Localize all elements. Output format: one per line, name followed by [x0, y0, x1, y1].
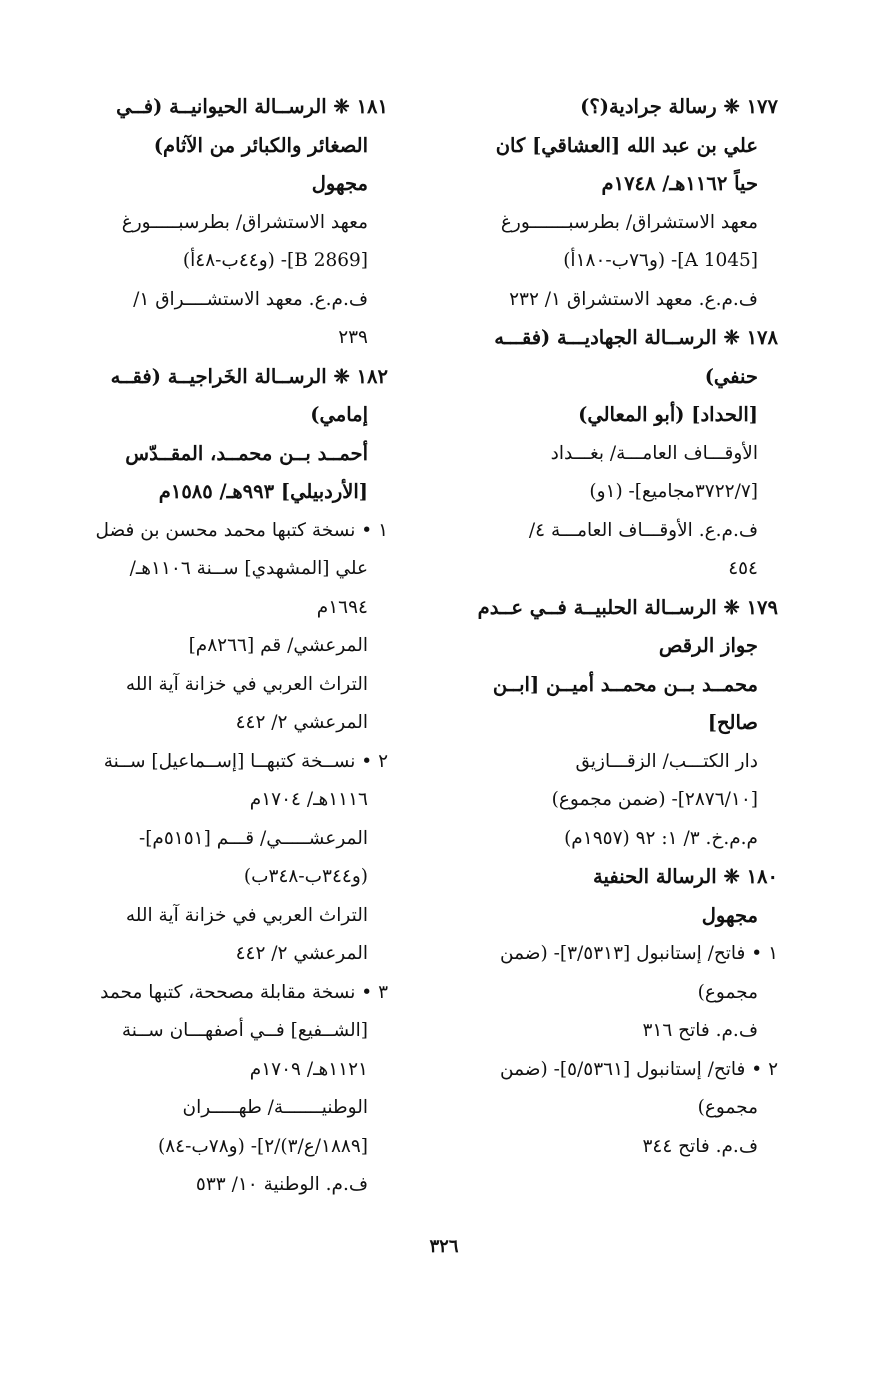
right-column-line: الأوقـــاف العامـــة/ بغـــداد — [550, 442, 758, 464]
right-column-line: جواز الرقص — [658, 634, 758, 657]
right-column-line: حنفي) — [704, 364, 758, 388]
left-column-line: [الأردبيلي] ٩٩٣هـ/ ١٥٨٥م — [158, 480, 368, 503]
right-column-line: علي بن عبد الله [العشاقي] كان — [495, 133, 758, 157]
left-column-line: التراث العربي في خزانة آية الله — [125, 904, 368, 926]
right-column-line: مجموع) — [697, 1097, 758, 1118]
right-column-line: ف.م. فاتح ٣١٦ — [642, 1020, 758, 1041]
left-column-line: التراث العربي في خزانة آية الله — [125, 673, 368, 695]
right-column-line: م.م.خ. ٣/ ١: ٩٢ (١٩٥٧م) — [564, 827, 758, 849]
left-column-line: ف.م.ع. معهد الاستشــــراق ١/ — [133, 288, 368, 310]
right-column-line: ف.م.ع. معهد الاستشراق ١/ ٢٣٢ — [509, 288, 758, 310]
left-column-line: ١١١٦هـ/ ١٧٠٤م — [249, 789, 368, 810]
right-column-line: ١٨٠ ❈ الرسالة الحنفية — [593, 865, 778, 888]
left-column-line: ٣ • نسخة مقابلة مصححة، كتبها محمد — [100, 981, 388, 1003]
left-column-line: ١٦٩٤م — [316, 596, 368, 618]
left-column-line: علي [المشهدي] ســنة ١١٠٦هـ/ — [129, 558, 368, 579]
right-column-line: صالح] — [707, 711, 758, 734]
left-column-line: ٢٣٩ — [338, 327, 368, 348]
right-column — [438, 88, 778, 1166]
right-column-line: [٢٨٧٦/١٠]- (ضمن مجموع) — [551, 789, 758, 810]
left-column-line: المرعشي/ قم [٨٢٦٦م] — [188, 635, 368, 656]
right-column-line: [٣٧٢٢/٧مجاميع]- (١و) — [589, 481, 758, 502]
left-column-line: ١١٢١هـ/ ١٧٠٩م — [249, 1058, 368, 1080]
right-column-line: ف.م.ع. الأوقـــاف العامـــة ٤/ — [528, 519, 758, 541]
left-column-line: (و٣٤٤ب-٣٤٨ب) — [243, 866, 368, 887]
left-column-line: الصغائر والكبائر من الآثام) — [153, 133, 368, 157]
right-column-line: ١٧٨ ❈ الرســالة الجهاديـــة (فقـــه — [494, 326, 778, 349]
left-column-line: [B 2869]- (و٤٤ب-٤٨أ) — [182, 250, 368, 271]
right-column-line: دار الكتـــب/ الزقـــازيق — [575, 750, 758, 772]
left-column-line: المرعشـــــي/ قـــم [٥١٥١م]- — [138, 827, 368, 849]
right-column-line: محمــد بــن محمــد أميــن [ابــن — [492, 672, 758, 696]
right-column-line: حياً ١١٦٢هـ/ ١٧٤٨م — [601, 172, 758, 195]
right-column-line: [A 1045]- (و٧٦ب-١٨٠أ) — [563, 250, 758, 271]
right-column-line: ١٧٧ ❈ رسالة جرادية(؟) — [580, 95, 778, 118]
left-column-line: الوطنيـــــــة/ طهـــــران — [182, 1097, 368, 1118]
left-column — [48, 88, 388, 1205]
left-column-line: ف.م. الوطنية ١٠/ ٥٣٣ — [195, 1174, 368, 1195]
right-column-line: [الحداد] (أبو المعالي) — [578, 403, 758, 426]
left-column-line: مجهول — [311, 172, 368, 195]
left-column-line: المرعشي ٢/ ٤٤٢ — [235, 712, 368, 733]
right-column-line: ف.م. فاتح ٣٤٤ — [642, 1135, 758, 1157]
left-column-line: ١٨٢ ❈ الرســالة الخَراجيــة (فقــه — [110, 364, 388, 388]
right-column-line: ١ • فاتح/ إستانبول [٣/٥٣١٣]- (ضمن — [500, 943, 778, 964]
left-column-line: إمامي) — [310, 403, 368, 426]
left-column-line: [١٨٨٩/ع/٣)/٢]- (و٧٨ب-٨٤) — [158, 1135, 368, 1157]
left-column-line: أحمــد بــن محمــد، المقــدّس — [125, 441, 368, 465]
left-column-line: ١ • نسخة كتبها محمد محسن بن فضل — [95, 519, 388, 541]
left-column-line: [الشــفيع] فــي أصفهـــان ســنة — [121, 1020, 368, 1041]
left-column-line: معهد الاستشراق/ بطرسبـــــورغ — [121, 211, 368, 233]
left-column-line: ١٨١ ❈ الرســالة الحيوانيــة (فــي — [116, 95, 388, 118]
page-number: ٣٢٦ — [429, 1236, 459, 1257]
left-column-line: ٢ • نســخة كتبهــا [إســماعيل] ســنة — [103, 750, 388, 772]
right-column-line: ٢ • فاتح/ إستانبول [٥/٥٣٦١]- (ضمن — [500, 1058, 778, 1080]
right-column-line: مجموع) — [697, 981, 758, 1003]
right-column-line: ٤٥٤ — [728, 558, 758, 579]
left-column-line: المرعشي ٢/ ٤٤٢ — [235, 943, 368, 964]
right-column-line: معهد الاستشراق/ بطرسبـــــــورغ — [500, 211, 758, 233]
right-column-line: مجهول — [701, 903, 758, 927]
right-column-line: ١٧٩ ❈ الرســالة الحلبيــة فــي عــدم — [477, 595, 778, 619]
